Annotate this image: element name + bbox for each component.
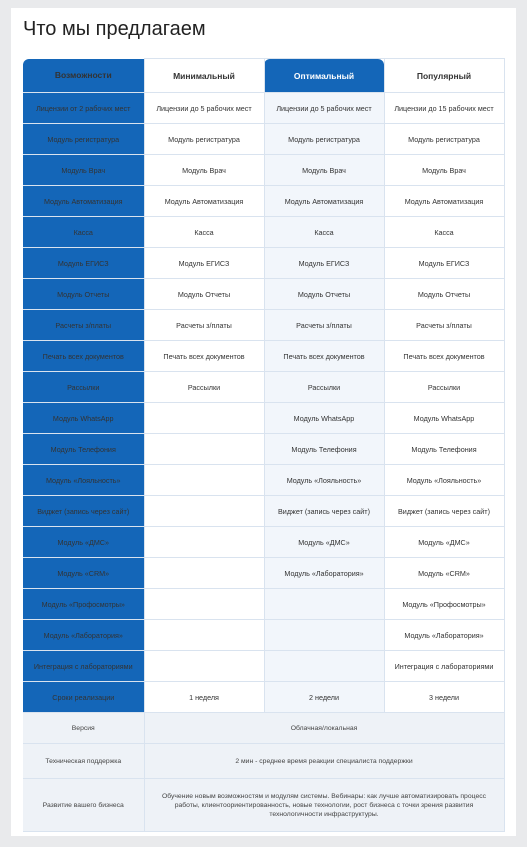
plan-cell-minimal <box>144 527 264 558</box>
plan-cell-optimal: Касса <box>264 217 384 248</box>
pricing-card <box>11 8 516 836</box>
plan-cell-optimal: Печать всех документов <box>264 341 384 372</box>
extra-label: Версия <box>23 713 144 744</box>
table-row <box>23 279 504 310</box>
table-row <box>23 527 504 558</box>
extra-row-version <box>23 713 504 744</box>
plan-cell-popular: Интеграция с лабораториями <box>384 651 504 682</box>
feature-name: Модуль «Профосмотры» <box>23 589 144 620</box>
plan-cell-minimal: Лицензии до 5 рабочих мест <box>144 93 264 124</box>
feature-name: Модуль ЕГИСЗ <box>23 248 144 279</box>
feature-name: Сроки реализации <box>23 682 144 713</box>
plan-header-optimal[interactable]: Оптимальный <box>264 59 384 93</box>
plan-cell-popular: Модуль Отчеты <box>384 279 504 310</box>
table-row <box>23 651 504 682</box>
plan-cell-minimal: Расчеты з/платы <box>144 310 264 341</box>
table-row <box>23 403 504 434</box>
table-header-row <box>23 59 504 93</box>
table-row <box>23 341 504 372</box>
extra-value: 2 мин - среднее время реакции специалиста поддержки <box>144 744 504 779</box>
feature-name: Расчеты з/платы <box>23 310 144 341</box>
page-title: Что мы предлагаем <box>23 18 206 40</box>
feature-name: Модуль «Лаборатория» <box>23 620 144 651</box>
extra-row-development <box>23 779 504 832</box>
plan-cell-minimal <box>144 558 264 589</box>
plan-cell-popular: Печать всех документов <box>384 341 504 372</box>
plan-cell-popular: 3 недели <box>384 682 504 713</box>
table-row <box>23 434 504 465</box>
plan-cell-popular: Виджет (запись через сайт) <box>384 496 504 527</box>
plan-cell-optimal: Рассылки <box>264 372 384 403</box>
plan-cell-optimal: Расчеты з/платы <box>264 310 384 341</box>
plan-cell-popular: Касса <box>384 217 504 248</box>
plan-cell-minimal <box>144 434 264 465</box>
plan-cell-optimal <box>264 651 384 682</box>
feature-name: Модуль Отчеты <box>23 279 144 310</box>
table-row <box>23 558 504 589</box>
feature-name: Модуль Врач <box>23 155 144 186</box>
plan-cell-minimal: Касса <box>144 217 264 248</box>
plan-cell-minimal: Рассылки <box>144 372 264 403</box>
comparison-table <box>23 58 505 832</box>
feature-name: Рассылки <box>23 372 144 403</box>
extra-label: Развитие вашего бизнеса <box>23 779 144 832</box>
plan-cell-popular: Лицензии до 15 рабочих мест <box>384 93 504 124</box>
plan-cell-popular: Рассылки <box>384 372 504 403</box>
feature-name: Интеграция с лабораториями <box>23 651 144 682</box>
plan-cell-optimal <box>264 620 384 651</box>
plan-cell-popular: Модуль регистратура <box>384 124 504 155</box>
table-row <box>23 310 504 341</box>
plan-cell-popular: Модуль «CRM» <box>384 558 504 589</box>
plan-cell-minimal <box>144 589 264 620</box>
plan-cell-optimal: Модуль ЕГИСЗ <box>264 248 384 279</box>
feature-name: Модуль «ДМС» <box>23 527 144 558</box>
plan-header-minimal[interactable]: Минимальный <box>144 59 264 93</box>
feature-name: Модуль «Лояльность» <box>23 465 144 496</box>
feature-name: Касса <box>23 217 144 248</box>
plan-cell-minimal: Модуль Автоматизация <box>144 186 264 217</box>
plan-cell-minimal: Модуль регистратура <box>144 124 264 155</box>
extra-value: Обучение новым возможностям и модулям системы. Вебинары: как лучше автоматизировать процесс работы, клиентоориентированность, новые технологии, рост бизнеса с точки зрения развития технологичности инфраструктуры. <box>144 779 504 832</box>
plan-cell-popular: Модуль «ДМС» <box>384 527 504 558</box>
feature-name: Лицензии от 2 рабочих мест <box>23 93 144 124</box>
plan-cell-optimal: Модуль Отчеты <box>264 279 384 310</box>
feature-name: Виджет (запись через сайт) <box>23 496 144 527</box>
plan-cell-minimal <box>144 465 264 496</box>
plan-cell-popular: Модуль WhatsApp <box>384 403 504 434</box>
feature-name: Модуль регистратура <box>23 124 144 155</box>
plan-cell-optimal: Модуль «Лояльность» <box>264 465 384 496</box>
plan-cell-optimal: Модуль «Лаборатория» <box>264 558 384 589</box>
feature-name: Модуль Автоматизация <box>23 186 144 217</box>
table-row <box>23 155 504 186</box>
table-row <box>23 186 504 217</box>
plan-cell-minimal <box>144 403 264 434</box>
table-row <box>23 620 504 651</box>
plan-cell-optimal: Модуль Телефония <box>264 434 384 465</box>
table-row <box>23 124 504 155</box>
table-row <box>23 465 504 496</box>
plan-cell-optimal: Модуль «ДМС» <box>264 527 384 558</box>
plan-cell-popular: Модуль «Лояльность» <box>384 465 504 496</box>
feature-name: Модуль WhatsApp <box>23 403 144 434</box>
plan-cell-minimal <box>144 496 264 527</box>
plan-cell-minimal <box>144 620 264 651</box>
extras-rows <box>23 713 504 832</box>
plan-cell-minimal: Модуль ЕГИСЗ <box>144 248 264 279</box>
plan-cell-popular: Модуль «Лаборатория» <box>384 620 504 651</box>
plan-cell-optimal: Виджет (запись через сайт) <box>264 496 384 527</box>
table-row <box>23 93 504 124</box>
features-header: Возможности <box>23 59 144 93</box>
plan-cell-optimal: Модуль Врач <box>264 155 384 186</box>
table-row <box>23 496 504 527</box>
plan-cell-minimal: Модуль Врач <box>144 155 264 186</box>
plan-cell-optimal: Модуль WhatsApp <box>264 403 384 434</box>
table-row <box>23 248 504 279</box>
plan-cell-minimal <box>144 651 264 682</box>
extra-label: Техническая поддержка <box>23 744 144 779</box>
plan-header-popular[interactable]: Популярный <box>384 59 504 93</box>
plan-cell-popular: Модуль Телефония <box>384 434 504 465</box>
plan-cell-popular: Модуль ЕГИСЗ <box>384 248 504 279</box>
feature-rows <box>23 93 504 713</box>
plan-cell-popular: Модуль Врач <box>384 155 504 186</box>
extra-value: Облачная/локальная <box>144 713 504 744</box>
plan-cell-minimal: Печать всех документов <box>144 341 264 372</box>
plan-cell-minimal: Модуль Отчеты <box>144 279 264 310</box>
table-row <box>23 372 504 403</box>
plan-cell-optimal: 2 недели <box>264 682 384 713</box>
plan-cell-optimal <box>264 589 384 620</box>
feature-name: Модуль «CRM» <box>23 558 144 589</box>
plan-cell-optimal: Модуль регистратура <box>264 124 384 155</box>
plan-cell-minimal: 1 неделя <box>144 682 264 713</box>
extra-row-support <box>23 744 504 779</box>
feature-name: Печать всех документов <box>23 341 144 372</box>
table-row <box>23 589 504 620</box>
plan-cell-optimal: Лицензии до 5 рабочих мест <box>264 93 384 124</box>
plan-cell-popular: Модуль Автоматизация <box>384 186 504 217</box>
plan-cell-popular: Модуль «Профосмотры» <box>384 589 504 620</box>
plan-cell-optimal: Модуль Автоматизация <box>264 186 384 217</box>
feature-name: Модуль Телефония <box>23 434 144 465</box>
plan-cell-popular: Расчеты з/платы <box>384 310 504 341</box>
table-row <box>23 682 504 713</box>
table-row <box>23 217 504 248</box>
